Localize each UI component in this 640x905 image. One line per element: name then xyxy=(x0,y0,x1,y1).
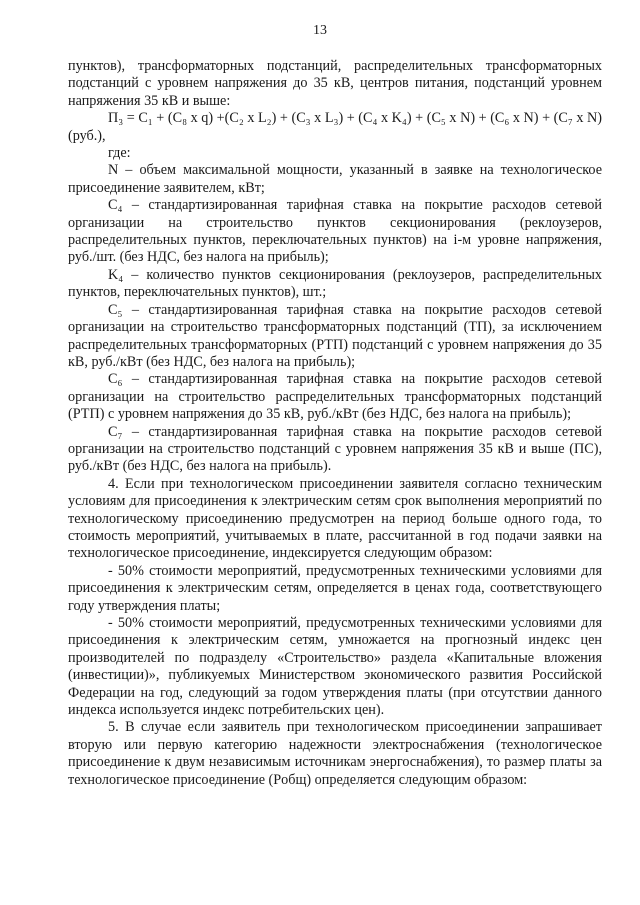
document-body xyxy=(68,58,602,789)
definition-c4: C₄ – стандартизированная тарифная ставка на покрытие расходов сетевой организации на строительство пунктов секционирования (реклоузеров, распределительных пунктов, переключательных пунктов) на i-м уровне напряжения, руб./шт. (без НДС, без налога на прибыль); xyxy=(68,197,602,266)
page-number: 13 xyxy=(313,23,327,38)
definition-c6: C₆ – стандартизированная тарифная ставка на покрытие расходов сетевой организации на строительство распределительных трансформаторных подстанций (РТП) с уровнем напряжения до 35 кВ, руб./кВт (без НДС, без налога на прибыль); xyxy=(68,371,602,423)
definition-c7: C₇ – стандартизированная тарифная ставка на покрытие расходов сетевой организации на строительство подстанций с уровнем напряжения 35 кВ и выше (ПС), руб./кВт (без НДС, без налога на прибыль). xyxy=(68,423,602,475)
section-5: 5. В случае если заявитель при технологическом присоединении запрашивает вторую или первую категорию надежности электроснабжения (технологическое присоединение к двум независимым источникам энергоснабжения), то размер платы за технологическое присоединение (Pобщ) определяется следующим образом: xyxy=(68,719,602,788)
paragraph-continuation: пунктов), трансформаторных подстанций, распределительных трансформаторных подстанций с уровнем напряжения до 35 кВ, центров питания, подстанций уровнем напряжения 35 кВ и выше: xyxy=(68,58,602,109)
section-4: 4. Если при технологическом присоединении заявителя согласно техническим условиям для присоединения к электрическим сетям срок выполнения мероприятий по технологическому присоединению предусмотрен на период больше одного года, то стоимость мероприятий, учитываемых в плате, рассчитанной в год подачи заявки на технологическое присоединение, индексируется следующим образом: xyxy=(68,475,602,562)
list-item-2: - 50% стоимости мероприятий, предусмотренных техническими условиями для присоединения к электрическим сетям, умножается на прогнозный индекс цен производителей по подразделу «Строительство» раздела «Капитальные вложения (инвестиции)», публикуемых Министерством экономического развития Российской Федерации на год, следующий за годом утверждения платы (при отсутствии данного индекса используется индекс потребительских цен). xyxy=(68,615,602,719)
definition-n: N – объем максимальной мощности, указанный в заявке на технологическое присоединение заявителем, кВт; xyxy=(68,162,602,196)
definition-k4: K₄ – количество пунктов секционирования (реклоузеров, распределительных пунктов, переключательных пунктов), шт.; xyxy=(68,266,602,301)
list-item-1: - 50% стоимости мероприятий, предусмотренных техническими условиями для присоединения к электрическим сетям, определяется в ценах года, соответствующего году утверждения платы; xyxy=(68,562,602,614)
formula-p3: П₃ = C₁ + (C₈ x q) +(C₂ x L₂) + (C₃ x L₃) + (C₄ x K₄) + (C₅ x N) + (C₆ x N) + (C₇ x N) (руб.), xyxy=(68,110,602,144)
definition-c5: C₅ – стандартизированная тарифная ставка на покрытие расходов сетевой организации на строительство трансформаторных подстанций (ТП), за исключением распределительных трансформаторных (РТП) подстанций с уровнем напряжения до 35 кВ, руб./кВт (без НДС, без налога на прибыль); xyxy=(68,301,602,370)
where-label: где: xyxy=(108,145,131,162)
